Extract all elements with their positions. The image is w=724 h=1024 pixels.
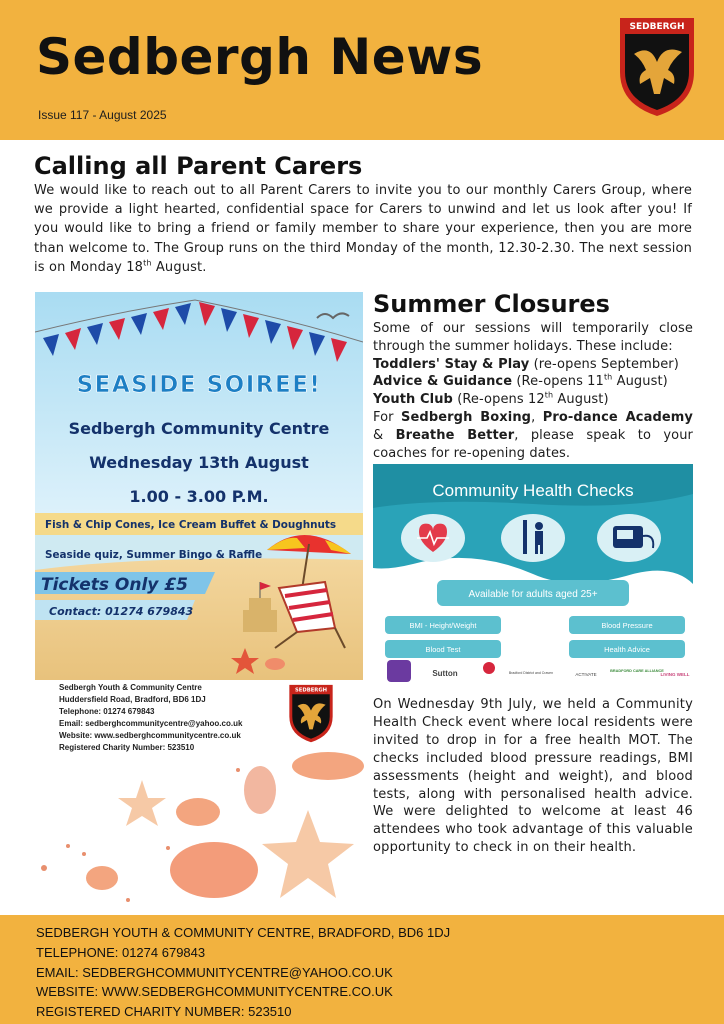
closure-item-note-end: August): [612, 374, 668, 390]
flyer-contact-block: [35, 680, 363, 754]
health-available: Available for adults aged 25+: [468, 589, 598, 600]
flyer-headline: SEASIDE SOIREE!: [76, 372, 322, 398]
flyer-sedbergh-logo-icon: [287, 682, 335, 744]
heart-icon: [401, 514, 465, 562]
footer-line: REGISTERED CHARITY NUMBER: 523510: [36, 1004, 292, 1020]
closure-item-note: (re-opens September): [529, 356, 679, 372]
health-checks-body: On Wednesday 9th July, we held a Community Health Check event where local residents were invited to drop in for a free health MOT. The checks included blood pressure readings, BMI assessments (height and weight), and blood tests, along with personalised health advice. We were delighted to welcome at least 46 attendees who took advantage of this valuable opportunity to check in on their health.: [373, 697, 693, 856]
flyer-info-line: Huddersfield Road, Bradford, BD6 1DJ: [59, 695, 206, 704]
health-tag: Blood Test: [425, 645, 461, 654]
footer-line: EMAIL: SEDBERGHCOMMUNITYCENTRE@YAHOO.CO.UK: [36, 964, 393, 980]
summer-closures-body: [373, 320, 693, 462]
issue-label: Issue 117 - August 2025: [38, 108, 167, 122]
seaside-soiree-flyer: [35, 292, 363, 680]
closure-item: [373, 373, 693, 391]
flyer-artwork: [35, 292, 363, 680]
parent-carers-text-end: August.: [151, 259, 207, 275]
partner-logo-icon: [483, 662, 495, 674]
seashells-decoration: [28, 750, 368, 910]
health-graphic-art: [373, 464, 693, 688]
flyer-info-line: Registered Charity Number: 523510: [59, 743, 195, 752]
logo-text: SEDBERGH: [629, 22, 685, 32]
partner-name: ACTIVATE: [575, 672, 597, 677]
newsletter-title: Sedbergh News: [36, 28, 484, 86]
flyer-venue: Sedbergh Community Centre: [68, 419, 330, 438]
footer-line: SEDBERGH YOUTH & COMMUNITY CENTRE, BRADFORD, BD6 1DJ: [36, 925, 451, 940]
footer-line: TELEPHONE: 01274 679843: [36, 944, 206, 960]
org-name: Sedbergh Boxing: [401, 409, 532, 425]
partner-name: LIVING WELL: [660, 672, 690, 677]
closure-item-name: Advice & Guidance: [373, 374, 513, 390]
org-name: Pro-dance Academy: [542, 409, 693, 425]
closure-item-name: Youth Club: [373, 392, 453, 408]
closure-item-note-end: August): [553, 392, 609, 408]
flyer-time: 1.00 - 3.00 P.M.: [129, 487, 269, 506]
parent-carers-text: We would like to reach out to all Parent Carers to invite you to our monthly Carers Group, where we provide a light hearted, confidential space for Carers to unwind and let us look after you! If you would like to bring a friend or family member to share your experience, then you are more than welcome to. The Group runs on the third Monday of the month, 12.30-2.30. The next session is on Monday 18: [34, 183, 692, 275]
flyer-contact: Contact: 01274 679843: [49, 605, 194, 618]
partner-logo-icon: [387, 660, 411, 682]
separator: ,: [531, 409, 543, 425]
footer-banner: [0, 915, 724, 1024]
ordinal-suffix: th: [143, 258, 152, 268]
separator: &: [373, 427, 396, 443]
flyer-info-line: Website: www.sedberghcommunitycentre.co.uk: [59, 731, 241, 740]
flyer-info-line: Sedbergh Youth & Community Centre: [59, 683, 202, 692]
org-name: Breathe Better: [395, 427, 515, 443]
flyer-info-lines: [59, 682, 242, 754]
footer-line: WEBSITE: WWW.SEDBERGHCOMMUNITYCENTRE.CO.UK: [36, 984, 393, 1000]
closure-item-note: (Re-opens 12: [452, 392, 545, 408]
parent-carers-heading: Calling all Parent Carers: [34, 152, 363, 180]
partner-name: Bradford District and Craven: [508, 671, 554, 675]
health-tag: BMI - Height/Weight: [409, 621, 477, 630]
ordinal-suffix: th: [544, 390, 554, 400]
parent-carers-body: [34, 181, 692, 277]
community-health-checks-graphic: [373, 464, 693, 688]
flyer-info-line: Telephone: 01274 679843: [59, 707, 155, 716]
sedbergh-logo-icon: [616, 14, 698, 118]
partner-name: BRADFORD CARE ALLIANCE: [610, 669, 664, 673]
footer-contact-lines: [36, 923, 450, 1022]
flyer-date: Wednesday 13th August: [89, 453, 309, 472]
closure-item: [373, 391, 693, 409]
flyer-tickets: Tickets Only £5: [41, 575, 188, 595]
coaches-note: [373, 409, 693, 462]
summer-closures-intro: Some of our sessions will temporarily close through the summer holidays. These include:: [373, 321, 693, 354]
coaches-note-prefix: For: [373, 409, 402, 425]
summer-closures-heading: Summer Closures: [373, 290, 610, 318]
flyer-food: Fish & Chip Cones, Ice Cream Buffet & Doughnuts: [45, 519, 337, 531]
flyer-logo-text: SEDBERGH: [294, 687, 328, 694]
closure-item-name: Toddlers' Stay & Play: [373, 356, 530, 372]
flyer-info-line: Email: sedberghcommunitycentre@yahoo.co.uk: [59, 719, 243, 728]
closure-item: [373, 356, 693, 374]
coaches-note-suffix: , please speak to your coaches for re-opening dates.: [373, 427, 693, 461]
partner-name: Sutton: [432, 669, 458, 678]
height-measure-icon: [501, 514, 565, 562]
health-tag: Blood Pressure: [601, 621, 653, 630]
health-tag: Health Advice: [604, 645, 650, 654]
shell-icon: [265, 658, 285, 670]
health-title: Community Health Checks: [432, 481, 634, 500]
closure-item-note: (Re-opens 11: [512, 374, 604, 390]
flyer-activities: Seaside quiz, Summer Bingo & Raffle: [45, 549, 263, 561]
ordinal-suffix: th: [603, 373, 613, 383]
blood-pressure-monitor-icon: [597, 514, 661, 562]
header-banner: [0, 0, 724, 140]
